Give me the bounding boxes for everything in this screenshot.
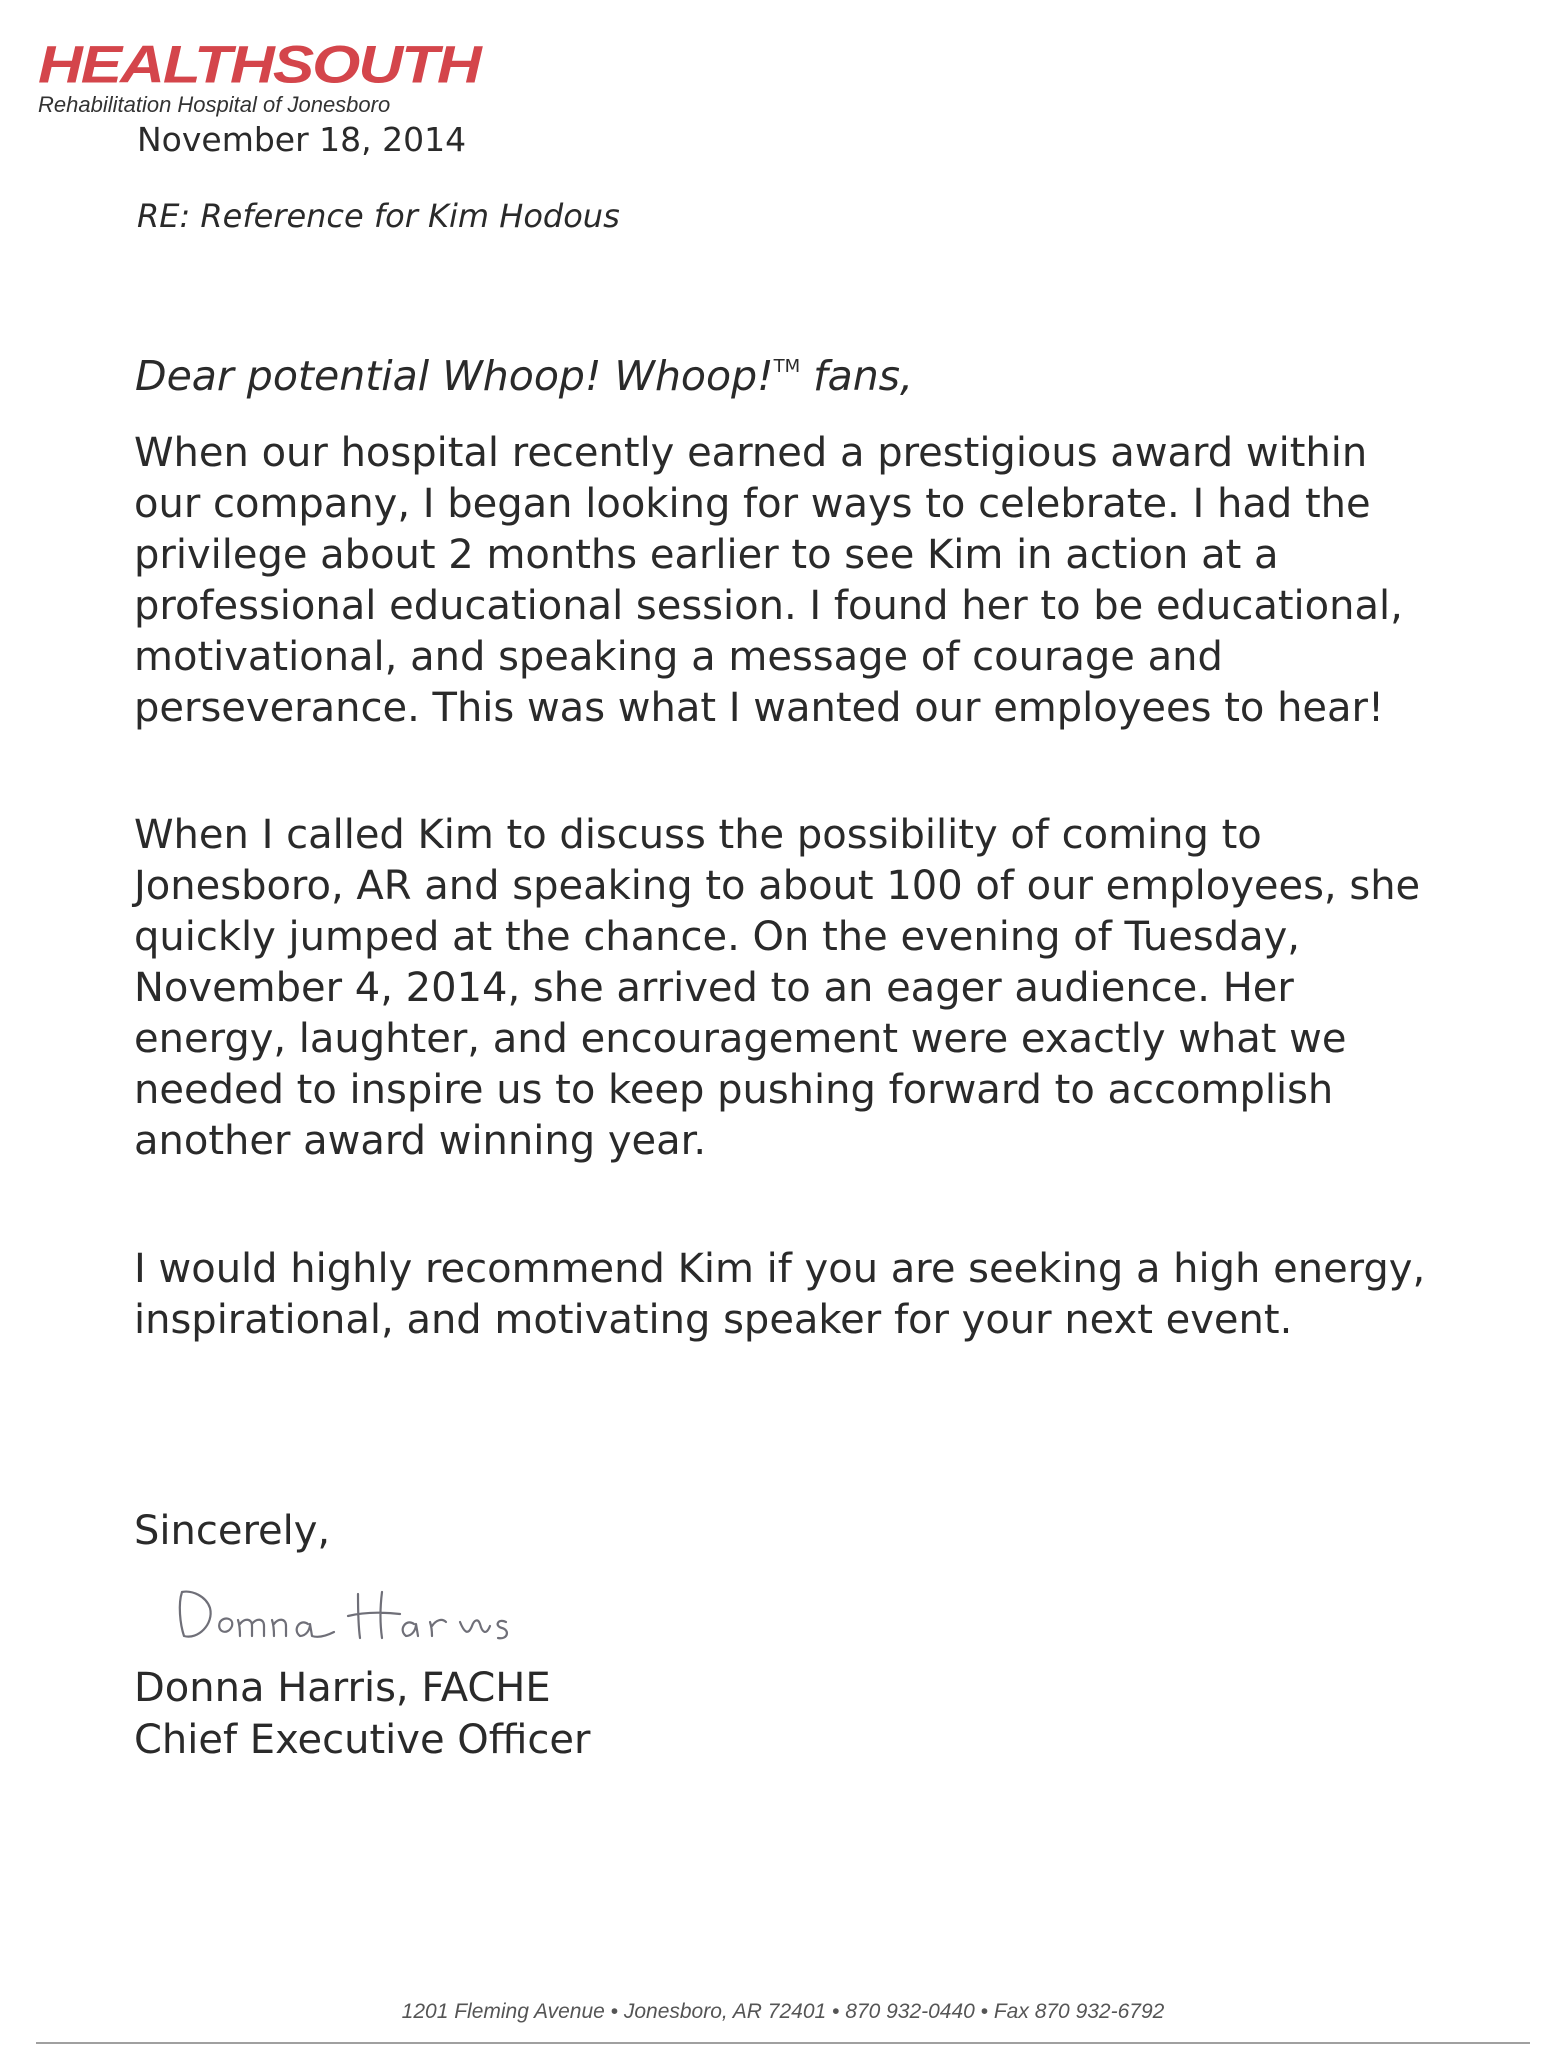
logo-wordmark: HEALTHSOUTH bbox=[38, 35, 480, 95]
paragraph-1: When our hospital recently earned a prestigious award within our company, I began looking for ways to celebrate. I had the privilege about 2 months earlier to see Kim in action at a professional educational session. I found her to be educational, motivational, and speaking a message of courage and perseverance. This was what I wanted our employees to hear! bbox=[134, 430, 1403, 731]
footer-address: 1201 Fleming Avenue • Jonesboro, AR 72401 • 870 932-0440 • Fax 870 932-6792 bbox=[401, 2000, 1165, 2023]
signer-title: Chief Executive Officer bbox=[134, 1717, 591, 1763]
paragraph-3: I would highly recommend Kim if you are seeking a high energy, inspirational, and motivating speaker for your next event. bbox=[134, 1246, 1426, 1343]
handwritten-signature bbox=[168, 1574, 568, 1658]
salutation bbox=[135, 342, 913, 401]
letter-date: November 18, 2014 bbox=[137, 120, 467, 159]
logo-facility-name: Rehabilitation Hospital of Jonesboro bbox=[38, 92, 391, 117]
signer-block bbox=[134, 1662, 590, 1766]
subject-line: RE: Reference for Kim Hodous bbox=[137, 197, 620, 235]
salutation-suffix: fans, bbox=[800, 352, 914, 400]
signature-drawing bbox=[168, 1574, 568, 1654]
paragraph-2: When I called Kim to discuss the possibility of coming to Jonesboro, AR and speaking to about 100 of our employees, she quickly jumped at the chance. On the evening of Tuesday, November 4, 2014, she arrived to an eager audience. Her energy, laughter, and encouragement were exactly what we needed to inspire us to keep pushing forward to accomplish another award winning year. bbox=[134, 812, 1421, 1164]
closing: Sincerely, bbox=[134, 1508, 331, 1554]
company-logo bbox=[38, 35, 480, 117]
footer-divider bbox=[36, 2042, 1530, 2044]
salutation-text: Dear potential Whoop! Whoop! bbox=[135, 352, 774, 400]
signer-name: Donna Harris, FACHE bbox=[134, 1665, 551, 1711]
trademark-symbol: TM bbox=[773, 356, 801, 377]
